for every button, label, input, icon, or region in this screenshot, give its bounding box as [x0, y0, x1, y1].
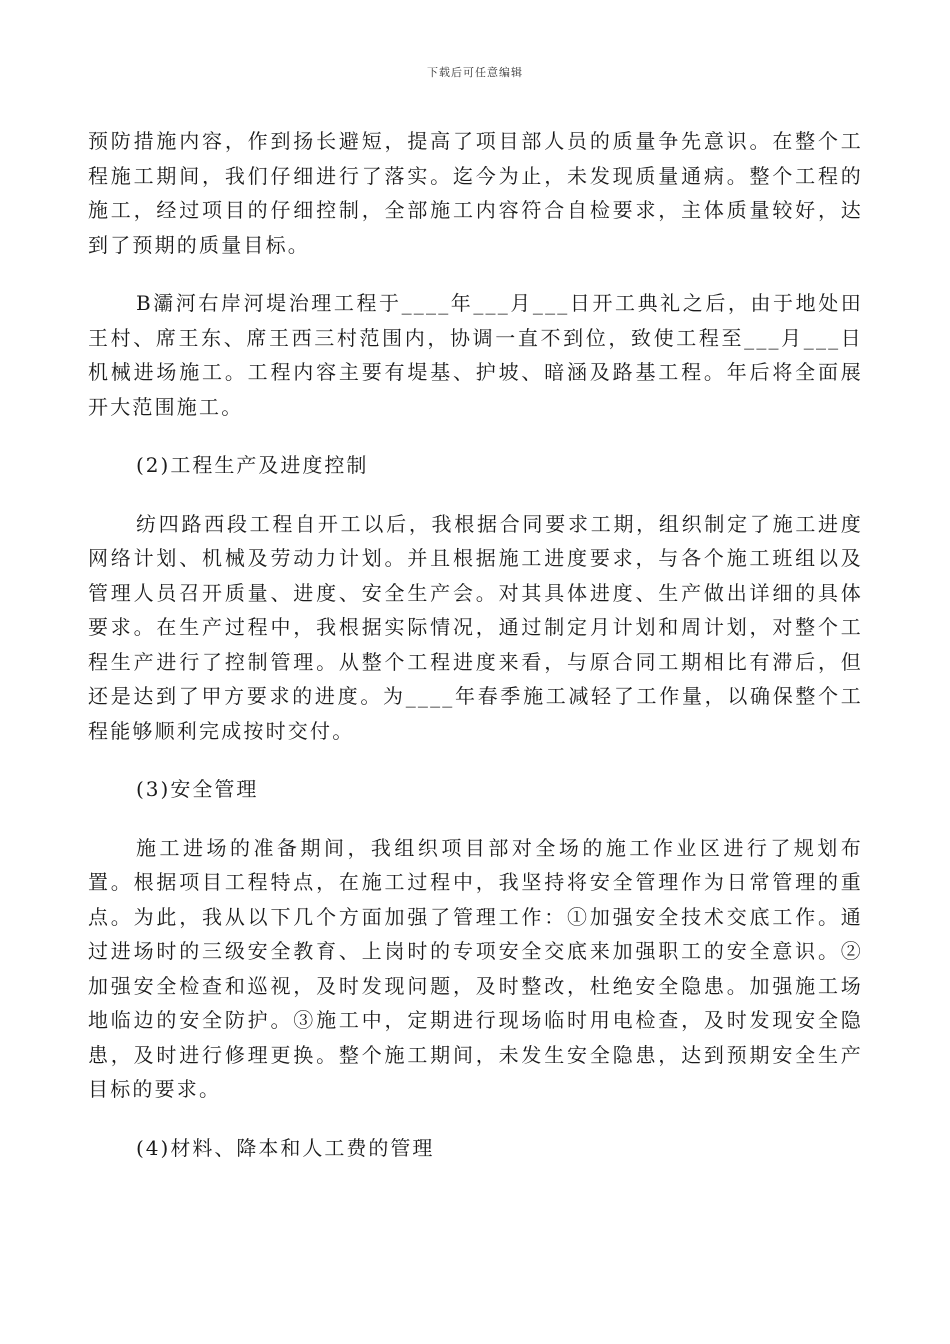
paragraph-bahe-embankment: B灞河右岸河堤治理工程于____年___月___日开工典礼之后，由于地处田王村、席王东、席王西三村范围内，协调一直不到位，致使工程至___月___日机械进场施工。工程内容主要有堤基、护坡、暗涵及路基工程。年后将全面展开大范围施工。: [88, 291, 863, 419]
section-heading-materials-cost: (4)材料、降本和人工费的管理: [136, 1135, 435, 1160]
paragraph-progress-control: 纺四路西段工程自开工以后，我根据合同要求工期，组织制定了施工进度网络计划、机械及劳动力计划。并且根据施工进度要求，与各个施工班组以及管理人员召开质量、进度、安全生产会。对其具体进度、生产做出详细的具体要求。在生产过程中，我根据实际情况，通过制定月计划和周计划，对整个工程生产进行了控制管理。从整个工程进度来看，与原合同工期相比有滞后，但还是达到了甲方要求的进度。为____年春季施工减轻了工作量，以确保整个工程能够顺利完成按时交付。: [88, 511, 863, 743]
paragraph-safety-management: 施工进场的准备期间，我组织项目部对全场的施工作业区进行了规划布置。根据项目工程特点，在施工过程中，我坚持将安全管理作为日常管理的重点。为此，我从以下几个方面加强了管理工作：①加强安全技术交底工作。通过进场时的三级安全教育、上岗时的专项安全交底来加强职工的安全意识。②加强安全检查和巡视，及时发现问题，及时整改，杜绝安全隐患。加强施工场地临边的安全防护。③施工中，定期进行现场临时用电检查，及时发现安全隐患，及时进行修理更换。整个施工期间，未发生安全隐患，达到预期安全生产目标的要求。: [88, 835, 863, 1101]
paragraph-quality-summary: 预防措施内容，作到扬长避短，提高了项目部人员的质量争先意识。在整个工程施工期间，我们仔细进行了落实。迄今为止，未发现质量通病。整个工程的施工，经过项目的仔细控制，全部施工内容符合自检要求，主体质量较好，达到了预期的质量目标。: [88, 129, 863, 257]
document-body: [88, 124, 863, 1165]
section-heading-safety: (3)安全管理: [136, 777, 259, 801]
page-header: 下载后可任意编辑: [427, 66, 523, 79]
section-heading-progress-control: (2)工程生产及进度控制: [136, 453, 369, 477]
